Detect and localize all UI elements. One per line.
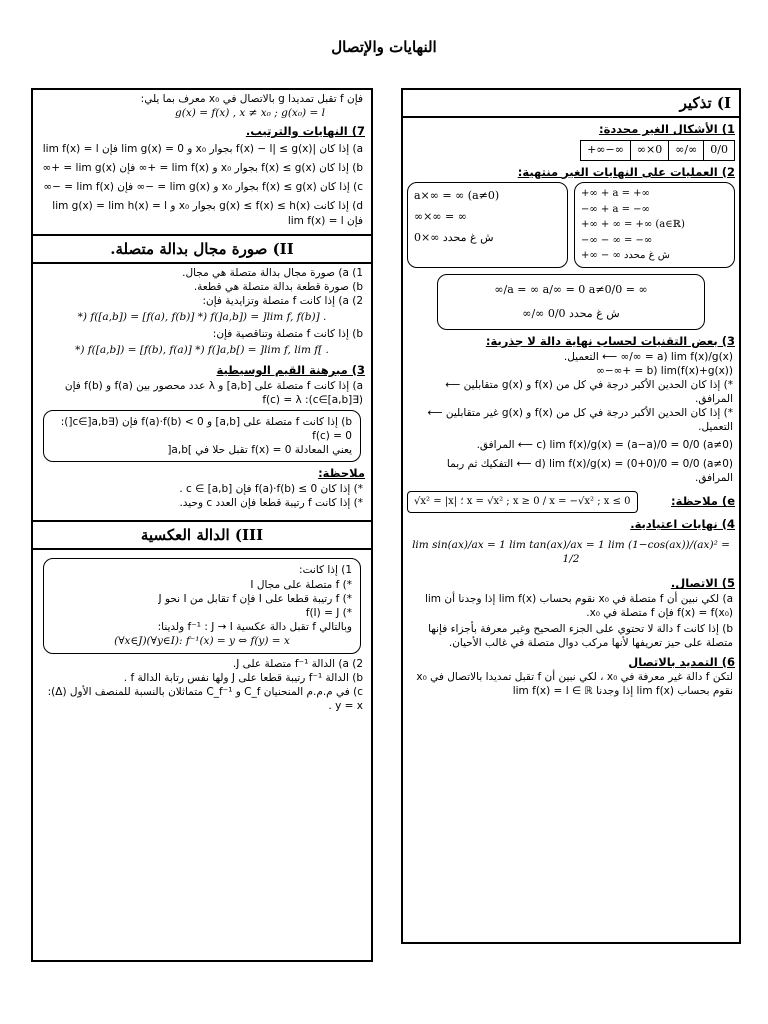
ivt-b: b) إذا كانت f متصلة على [a,b] و f(a)·f(b) < 0 فإن (∃c∈]a,b[): f(c) = 0 <box>60 415 352 443</box>
continuity-b: b) إذا كانت f دالة لا تحتوي على الجزء الصحيح وغير معرفة بأجزاء فإنها متصلة على حيز تعريفها لأنها مركب دوال متصلة في غالب الأحيان. <box>428 623 733 650</box>
section-2-title: II) صورة مجال بدالة متصلة. <box>33 234 371 264</box>
op-line: −∞ − ∞ = −∞ <box>581 234 653 246</box>
op-line: ∞/∞ 0/0 ش غ محدد <box>522 306 620 320</box>
inverse-1c: *) f(I) = J <box>305 607 352 619</box>
subsection-ivt: 3) مبرهنة القيم الوسيطية <box>216 363 365 377</box>
continuity-a: a) لكي نبين أن f متصلة في x₀ نقوم بحساب lim f(x) إذا وجدنا أن lim f(x) = f(x₀) فإن f متصلة في x₀. <box>424 592 733 620</box>
order-c: c) إذا كان f(x) ≤ g(x) بجوار x₀ و lim g(x) = −∞ فإن lim f(x) = −∞ <box>43 181 363 194</box>
subsection-extension: 6) التمديد بالاتصال <box>628 654 735 669</box>
technique-b1: *) إذا كان الحدين الأكبر درجة في كل من f(x) و g(x) متقابلين ⟵ المرافق. <box>445 378 733 406</box>
extension-definition: g(x) = f(x) , x ≠ x₀ ; g(x₀) = l <box>175 107 325 120</box>
technique-b2: *) إذا كان الحدين الأكبر درجة في كل من f(x) و g(x) غير متقابلين ⟵ التعميل. <box>427 407 733 434</box>
subsection-operations: 2) العمليات على النهايات الغير منتهية: <box>517 164 735 179</box>
technique-d: d) lim f(x)/g(x) = (0+0)/0 = 0/0 (a≠0) ⟵ التفكيك ثم ربما المرافق. <box>446 457 733 484</box>
subsection-indeterminate: 1) الأشكال الغير محددة: <box>598 122 735 137</box>
note-1: *) إذا كان f(a)·f(b) ≤ 0 فإن c ∈ [a,b] . <box>179 482 363 495</box>
form-cell: +∞−∞ <box>581 140 631 160</box>
page-title: النهايات والإتصال <box>331 38 437 56</box>
inverse-1e: (∀x∈J)(∀y∈I): f⁻¹(x) = y ⇔ f(y) = x <box>114 635 290 648</box>
note-2: *) إذا كانت f رتيبة قطعا فإن العدد c وحيد. <box>179 497 363 510</box>
note-e-label: e) ملاحظة: <box>671 494 735 509</box>
op-line: ∞/a = ∞ a/∞ = 0 a≠0/0 = ∞ <box>494 282 648 296</box>
ivt-b-box <box>43 410 361 463</box>
ops-product-box <box>407 182 568 268</box>
inverse-2a: 2) a) الدالة f⁻¹ متصلة على J. <box>232 657 363 670</box>
form-cell: 0/0 <box>704 140 735 160</box>
inverse-2c: c) في م.م.م المنحنيان C_f و C_f⁻¹ متماثلان بالنسبة للمنصف الأول (Δ): y = x . <box>47 685 363 713</box>
op-line: +∞ + ∞ = +∞ (a∈ℝ) <box>581 219 685 231</box>
note-e-math: √x² = |x| ؛ x = √x² ; x ≥ 0 / x = −√x² ; x ≤ 0 <box>407 491 638 513</box>
extension-text: لتكن f دالة غير معرفة في x₀ ، لكي نبين أن f تقبل تمديدا بالاتصال في x₀ نقوم بحساب lim f(x) إذا وجدنا lim f(x) = l ∈ ℝ <box>416 671 733 698</box>
ivt-b-meaning: يعني المعادلة f(x) = 0 تقبل حلا في ]a,b[ <box>167 444 352 457</box>
form-cell: ∞/∞ <box>669 140 704 160</box>
inverse-1a: *) f متصلة على مجال I <box>250 578 352 591</box>
image-interval-a: 1) a) صورة مجال بدالة متصلة هي مجال. <box>182 266 363 279</box>
op-line: +∞ + a = +∞ <box>581 188 650 200</box>
note-title: ملاحظة: <box>318 466 365 481</box>
right-column <box>401 88 741 944</box>
op-line: ∞×∞ = ∞ <box>414 210 467 224</box>
technique-c: c) lim f(x)/g(x) = (a−a)/0 = 0/0 (a≠0) ⟵ المرافق. <box>476 438 733 451</box>
decreasing-case: b) إذا كانت f متصلة وتناقصية فإن: <box>212 327 363 340</box>
op-line: +∞ − ∞ ش غ محدد <box>581 250 671 262</box>
increasing-case: 2) a) إذا كانت f متصلة وتزايدية فإن: <box>202 295 363 308</box>
subsection-usual-limits: 4) نهايات اعتيادية. <box>630 516 735 531</box>
section-3-title: III) الدالة العكسية <box>33 520 371 550</box>
op-line: 0×∞ ش غ محدد <box>414 230 494 244</box>
indeterminate-forms-table <box>580 140 735 161</box>
form-cell: ∞×0 <box>630 140 668 160</box>
technique-b: b) lim(f(x)+g(x)) = +∞−∞ <box>596 364 733 377</box>
extension-intro: فإن f تقبل تمديدا g بالاتصال في x₀ معرف بما يلي: <box>140 93 363 105</box>
order-d: d) إذا كانت g(x) ≤ f(x) ≤ h(x) بجوار x₀ و lim g(x) = lim h(x) = l فإن lim f(x) = l <box>52 200 363 227</box>
op-line: −∞ + a = −∞ <box>581 203 650 215</box>
order-a: a) إذا كان |f(x) − l| ≤ g(x) بجوار x₀ و lim g(x) = 0 فإن lim f(x) = l <box>42 142 363 155</box>
ivt-a: a) إذا كانت f متصلة على [a,b] و λ عدد محصور بين f(a) و f(b) فإن (∃c∈[a,b]): f(c) = λ <box>64 379 363 406</box>
inverse-1: 1) إذا كانت: <box>299 564 352 577</box>
subsection-order: 7) النهايات والترتيب. <box>245 124 365 139</box>
subsection-continuity: 5) الاتصال. <box>670 576 735 591</box>
ops-quotient-box <box>437 274 705 330</box>
increasing-case-math: *) f([a,b]) = [f(a), f(b)] *) f(]a,b]) = ]lim f, f(b)] . <box>77 311 327 324</box>
inverse-theorem-box <box>43 558 361 653</box>
order-b: b) إذا كان f(x) ≤ g(x) بجوار x₀ و lim f(x) = +∞ فإن lim g(x) = +∞ <box>42 162 363 175</box>
decreasing-case-math: *) f([a,b]) = [f(b), f(a)] *) f(]a,b[) = ]lim f, lim f[ . <box>75 343 329 356</box>
inverse-1b: *) f رتيبة قطعا على I فإن f تقابل من I نحو J <box>158 592 352 605</box>
left-column <box>31 88 373 962</box>
ops-sum-box <box>574 182 735 268</box>
technique-a: a) lim f(x)/g(x) = ∞/∞ ⟵ التعميل. <box>563 350 733 363</box>
usual-limits: lim sin(ax)/ax = 1 lim tan(ax)/ax = 1 lim (1−cos(ax))/(ax)² = 1/2 <box>412 539 730 566</box>
inverse-1d: وبالتالي f تقبل دالة عكسية f⁻¹ : J → I ولدينا: <box>157 621 352 634</box>
inverse-2b: b) الدالة f⁻¹ رتيبة قطعا على J ولها نفس رتابة الدالة f . <box>123 671 363 684</box>
op-line: a×∞ = ∞ (a≠0) <box>414 189 500 203</box>
image-interval-b: b) صورة قطعة بدالة متصلة هي قطعة. <box>193 281 363 294</box>
subsection-techniques: 3) بعض التقنيات لحساب نهاية دالة لا جذرية: <box>485 334 735 348</box>
section-1-title: I) تذكير <box>403 90 739 118</box>
